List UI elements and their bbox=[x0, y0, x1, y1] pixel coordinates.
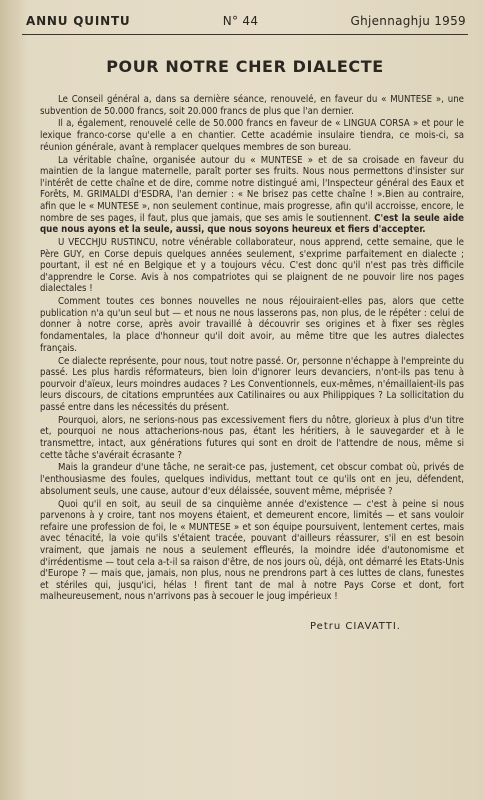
paragraph: Quoi qu'il en soit, au seuil de sa cinquième année d'existence — c'est à peine si nous parvenons à y croire, tant nos moyens étaient, et demeurent encore, limités — et sans vouloir refaire une profession de foi, le « MUNTESE » et son équipe poursuivent, lentement certes, mais avec ténacité, la voie qu'ils s'étaient tracée, pouvant d'ailleurs réassurer, s'il en est besoin vraiment, que jamais ne nous a seulement effleurés, la moindre idée d'autonomisme et d'irrédentisme — tout cela a-t-il sa raison d'être, de nos jours où, déjà, ont démarré les Etats-Unis d'Europe ? — mais que, jamais, non plus, nous ne prendrons part à ces luttes de clans, funestes et stériles qui, jusqu'ici, hélas ! firent tant de mal à notre Pays Corse et dont, fort malheureusement, nous n'arrivons pas à secouer le joug impérieux ! bbox=[40, 498, 464, 603]
issue-date: Ghjennaghju 1959 bbox=[350, 14, 466, 28]
emphasis-text: C'est la seule aide que nous ayons et la seule, aussi, que nous soyons heureux et fiers d'accepter. bbox=[40, 212, 464, 236]
paragraph: Pourquoi, alors, ne serions-nous pas excessivement fiers du nôtre, glorieux à plus d'un titre et, pourquoi ne nous attacherions-nous pas, étant les héritiers, à le sauvegarder et à le transmettre, intact, aux générations futures qui sont en droit de l'attendre de nous, même si cette tâche s'avérait écrasante ? bbox=[40, 414, 464, 461]
paragraph: Mais la grandeur d'une tâche, ne serait-ce pas, justement, cet obscur combat où, privés de l'enthousiasme des foules, quelques individus, mettant tout ce qu'ils ont en jeu, défendent, absolument seuls, une cause, autour d'eux délaissée, souvent même, méprisée ? bbox=[40, 462, 464, 497]
paragraph-text: La véritable chaîne, organisée autour du « MUNTESE » et de sa croisade en faveur du maintien de la langue maternelle, paraît porter ses fruits. Nous nous permettons d'insister sur l'intérêt de cette chaîne et de dire, comme notre distingué ami, l'Inspecteur général des Eaux et Forêts, M. GRIMALDI d'ESDRA, l'an dernier : « Ne brisez pas cette chaîne ! ».Bien au contraire, afin que le « MUNTESE », non seulement continue, mais progresse, afin qu'il accroisse, encore, le nombre de ses pages, il faut, plus que jamais, que ses amis le soutiennent. bbox=[40, 154, 464, 224]
paragraph: Le Conseil général a, dans sa dernière séance, renouvelé, en faveur du « MUNTESE », une subvention de 50.000 francs, soit 20.000 francs de plus que l'an dernier. bbox=[40, 94, 464, 117]
article-title: POUR NOTRE CHER DIALECTE bbox=[106, 57, 384, 76]
issue-number: N° 44 bbox=[222, 14, 259, 28]
paragraph bbox=[40, 155, 464, 236]
paragraph: U VECCHJU RUSTINCU, notre vénérable collaborateur, nous apprend, cette semaine, que le Père GUY, en Corse depuis quelques années seulement, s'exprime parfaitement en dialecte ; pourtant, il est né en Belgique et y a toujours vécu. C'est donc qu'il n'est pas très difficile d'apprendre le Corse. Avis à nos compatriotes qui se plaignent de ne pouvoir lire nos pages dialectales ! bbox=[40, 237, 464, 295]
paragraph: Il a, également, renouvelé celle de 50.000 francs en faveur de « LINGUA CORSA » et pour le lexique franco-corse qu'elle a en chantier. Cette académie insulaire tiendra, ce mois-ci, sa réunion générale, avant à remplacer quelques membres de son bureau. bbox=[40, 118, 464, 153]
paragraph: Ce dialecte représente, pour nous, tout notre passé. Or, personne n'échappe à l'empreinte du passé. Les plus hardis réformateurs, bien loin d'ignorer leurs devanciers, n'ont-ils pas tenu à pourvoir d'aïeux, leurs moindres audaces ? Les Conventionnels, eux-mêmes, n'émaillaient-ils pas leurs discours, de citations empruntées aux Catilinaires ou aux Philippiques ? La sollicitation du passé entre dans les nécessités du présent. bbox=[40, 355, 464, 413]
paragraph: Comment toutes ces bonnes nouvelles ne nous réjouiraient-elles pas, alors que cette publication n'a qu'un seul but — et nous ne nous lasserons pas, non plus, de le répéter : celui de donner à notre corse, après avoir travaillé à découvrir ses origines et à fixer ses règles fondamentales, la place d'honneur qu'il doit avoir, au même titre que les autres dialectes français. bbox=[40, 296, 464, 354]
journal-name: ANNU QUINTU bbox=[26, 14, 131, 28]
page-header bbox=[22, 10, 468, 35]
article-body bbox=[22, 94, 468, 633]
author-signature: Petru CIAVATTI. bbox=[310, 620, 401, 632]
